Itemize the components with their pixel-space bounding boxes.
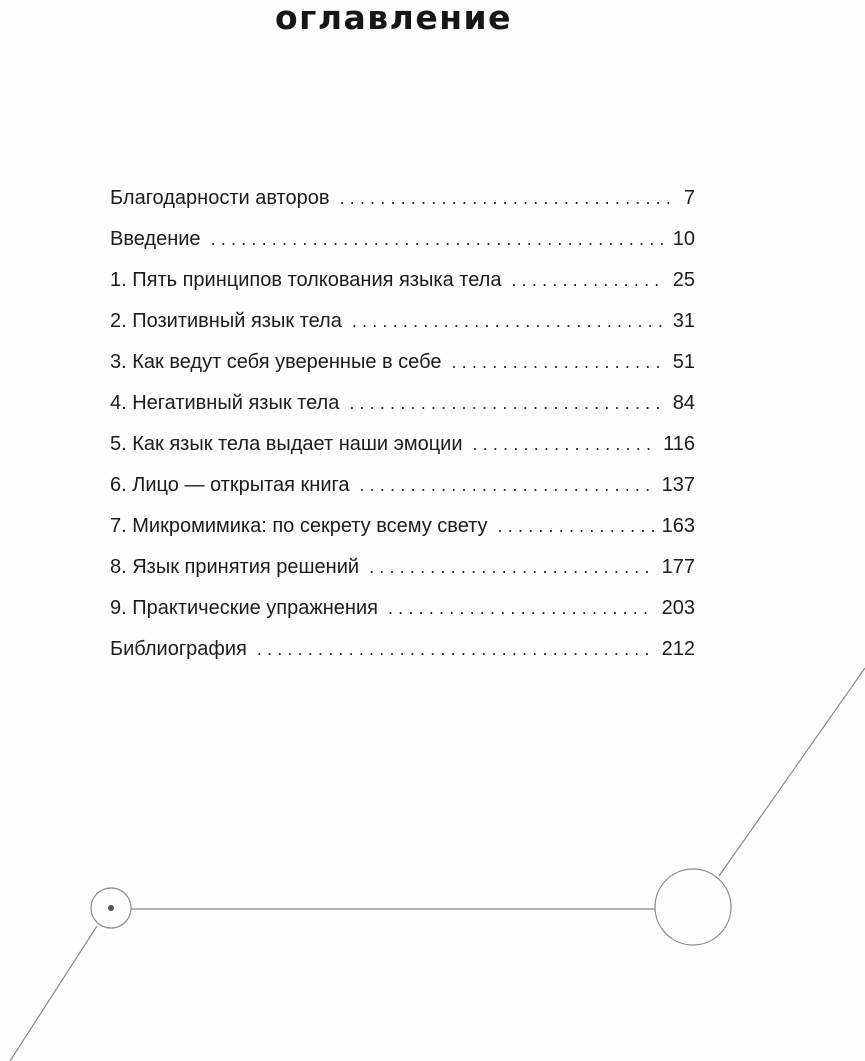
toc-entry-label: Введение [110, 228, 201, 250]
toc-entry-page: 116 [663, 433, 695, 455]
toc-entry-label: 2. Позитивный язык тела [110, 310, 342, 332]
toc-entry-label: 1. Пять принципов толкования языка тела [110, 269, 502, 291]
toc-entry-page: 7 [683, 187, 695, 209]
toc-entry-page: 84 [672, 392, 695, 414]
toc-entry-label: 7. Микромимика: по секрету всему свету [110, 515, 488, 537]
toc-entry-label: 5. Как язык тела выдает наши эмоции [110, 433, 463, 455]
toc-entry-label: Библиография [110, 638, 247, 660]
toc-entry-page: 137 [661, 474, 695, 496]
toc-entry-label: 3. Как ведут себя уверенные в себе [110, 351, 442, 373]
toc-entry-page: 163 [661, 515, 695, 537]
center-dot [108, 905, 114, 911]
toc-entry-page: 31 [672, 310, 695, 332]
decorative-diagonal-line-left [10, 926, 97, 1061]
toc-entry-page: 212 [661, 638, 695, 660]
toc-entry-page: 25 [672, 269, 695, 291]
toc-entry-label: 6. Лицо — открытая книга [110, 474, 350, 496]
toc-entry-page: 10 [672, 228, 695, 250]
decorative-diagonal-line-right [719, 668, 865, 876]
toc-entry-label: 9. Практические упражнения [110, 597, 378, 619]
toc-entry-page: 177 [661, 556, 695, 578]
toc-entry-page: 51 [672, 351, 695, 373]
page-title: оглавление [274, 0, 513, 37]
toc-entry-label: 8. Язык принятия решений [110, 556, 360, 578]
toc-entry-label: Благодарности авторов [110, 187, 330, 209]
large-circle-node [655, 869, 731, 945]
toc-entry-page: 203 [661, 597, 695, 619]
toc-entry-label: 4. Негативный язык тела [110, 392, 340, 414]
